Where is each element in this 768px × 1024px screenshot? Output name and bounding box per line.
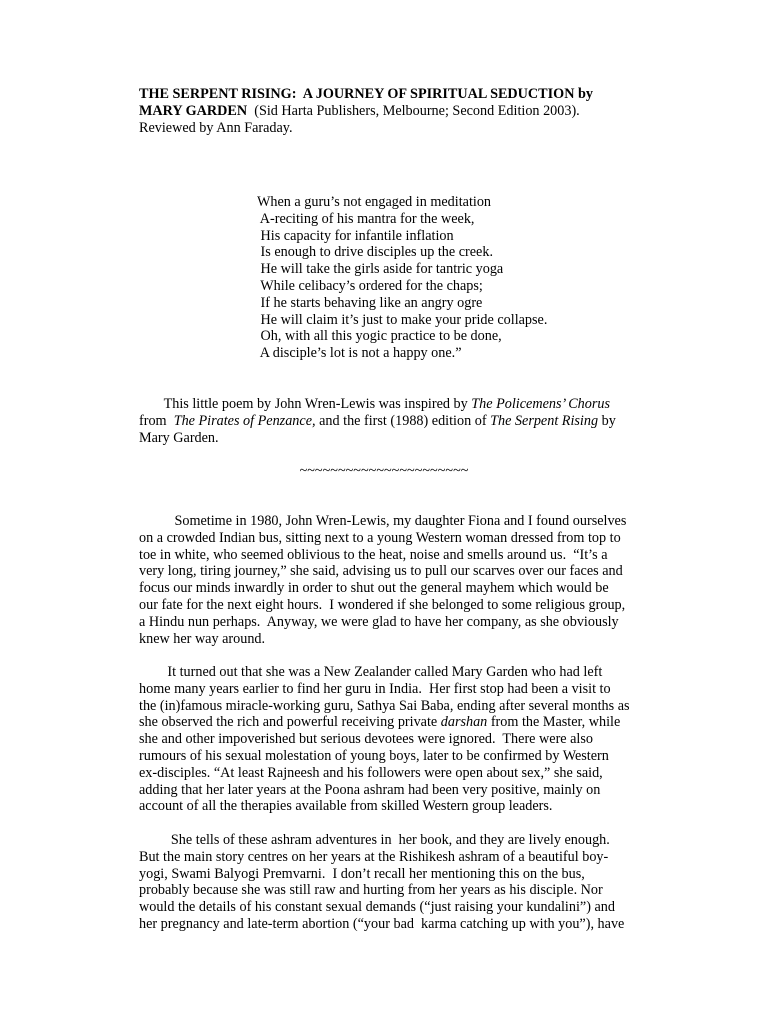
review-header: [139, 86, 631, 136]
text-line: But the main story centres on her years at the Rishikesh ashram of a beautiful boy-: [139, 848, 609, 865]
poem-line: Oh, with all this yogic practice to be done,: [257, 328, 502, 345]
poem-line: While celibacy’s ordered for the chaps;: [257, 277, 483, 294]
paragraph-2: [139, 664, 631, 815]
text-line: knew her way around.: [139, 630, 266, 647]
reviewer-line: Reviewed by Ann Faraday.: [139, 119, 293, 136]
text-line: toe in white, who seemed oblivious to the heat, noise and smells around us. “It’s a: [139, 546, 608, 563]
policemens-chorus-title: The Policemens’ Chorus: [471, 396, 610, 412]
text-line: account of all the therapies available from skilled Western group leaders.: [139, 798, 553, 815]
text-line: probably because she was still raw and hurting from her years as his disciple. Nor: [139, 882, 603, 899]
text-line: she observed the rich and powerful receiving private darshan from the Master, while: [139, 714, 621, 731]
poem-line: A-reciting of his mantra for the week,: [257, 210, 475, 227]
text-line: yogi, Swami Balyogi Premvarni. I don’t recall her mentioning this on the bus,: [139, 865, 585, 882]
paragraph-1: [139, 513, 631, 647]
text-line: She tells of these ashram adventures in her book, and they are lively enough.: [139, 832, 610, 848]
text-line: Sometime in 1980, John Wren-Lewis, my daughter Fiona and I found ourselves: [139, 513, 627, 529]
text-line: focus our minds inwardly in order to shut out the general mayhem which would be: [139, 580, 609, 597]
text-line: rumours of his sexual molestation of young boys, later to be confirmed by Western: [139, 747, 609, 764]
poem-line: Is enough to drive disciples up the creek.: [257, 244, 493, 261]
text-line: on a crowded Indian bus, sitting next to a young Western woman dressed from top to: [139, 529, 621, 546]
book-author: MARY GARDEN: [139, 102, 248, 119]
text-line: home many years earlier to find her guru in India. Her first stop had been a visit to: [139, 680, 611, 697]
text-line: adding that her later years at the Poona ashram had been very positive, mainly on: [139, 781, 601, 798]
book-title: THE SERPENT RISING: A JOURNEY OF SPIRITUAL SEDUCTION by: [139, 86, 593, 102]
intro-paragraph: This little poem by John Wren-Lewis was inspired by The Policemens’ Chorus from The Pirates of Penzance, and the first (1988) edition of The Serpent Rising by Mary Garden.: [139, 396, 616, 446]
text-line: It turned out that she was a New Zealander called Mary Garden who had left: [139, 664, 603, 680]
text-line: her pregnancy and late-term abortion (“your bad karma catching up with you”), have: [139, 915, 625, 932]
text-line: the (in)famous miracle-working guru, Sathya Sai Baba, ending after several months as: [139, 697, 630, 714]
text-line: she and other impoverished but serious devotees were ignored. There were also: [139, 731, 593, 748]
poem-line: When a guru’s not engaged in meditation: [257, 194, 492, 210]
text-line: very long, tiring journey,” she said, advising us to pull our scarves over our faces and: [139, 563, 623, 580]
tilde-separator: ~~~~~~~~~~~~~~~~~~~~~~: [299, 463, 469, 479]
text-line: ex-disciples. “At least Rajneesh and his followers were open about sex,” she said,: [139, 764, 603, 781]
poem-line: If he starts behaving like an angry ogre: [257, 294, 483, 311]
poem-line: A disciple’s lot is not a happy one.”: [257, 345, 462, 362]
serpent-rising-title: The Serpent Rising: [490, 412, 599, 429]
text-line: our fate for the next eight hours. I wondered if she belonged to some religious group,: [139, 596, 626, 613]
text-line: would the details of his constant sexual demands (“just raising your kundalini”) and: [139, 899, 615, 916]
darshan-term: darshan: [440, 714, 488, 731]
header-line-1: [139, 86, 631, 103]
pirates-of-penzance-title: The Pirates of Penzance,: [173, 412, 316, 429]
poem: [257, 194, 597, 362]
text-line: a Hindu nun perhaps. Anyway, we were glad to have her company, as she obviously: [139, 613, 619, 630]
poem-line: He will take the girls aside for tantric yoga: [257, 261, 504, 278]
header-line-2: [139, 103, 631, 120]
paragraph-3: [139, 832, 631, 933]
poem-line: His capacity for infantile inflation: [257, 227, 454, 244]
poem-line: He will claim it’s just to make your pride collapse.: [257, 311, 548, 328]
publisher-info: (Sid Harta Publishers, Melbourne; Second Edition 2003).: [247, 102, 580, 119]
